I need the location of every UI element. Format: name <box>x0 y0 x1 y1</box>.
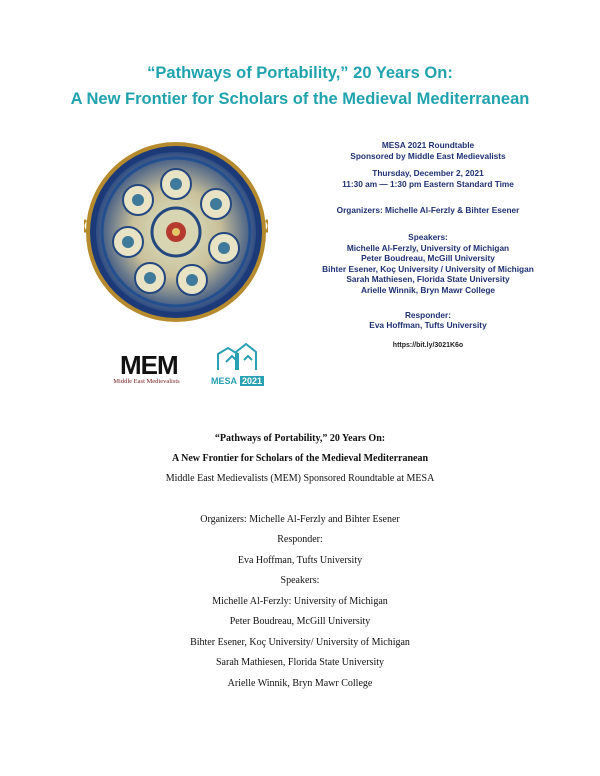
speaker-item: Peter Boudreau, McGill University <box>361 253 495 264</box>
body-speaker-item: Arielle Winnik, Bryn Mawr College <box>227 678 373 689</box>
body-subtitle: Middle East Medievalists (MEM) Sponsored Roundtable at MESA <box>165 473 435 484</box>
responder-heading: Responder: <box>404 309 452 320</box>
event-sponsor: Sponsored by Middle East Medievalists <box>350 150 506 161</box>
event-organizers: Organizers: Michelle Al-Ferzly & Bihter Esener <box>336 205 520 216</box>
mesa-logo-wordmark <box>211 376 264 386</box>
poster-title-line2: A New Frontier for Scholars of the Medieval Mediterranean <box>70 90 530 108</box>
event-info <box>268 140 588 351</box>
body-speaker-item: Sarah Mathiesen, Florida State University <box>215 657 385 668</box>
mem-logo-caption: Middle East Medievalists <box>113 378 180 385</box>
body-responder: Eva Hoffman, Tufts University <box>237 555 363 566</box>
event-time: 11:30 am — 1:30 pm Eastern Standard Time <box>342 178 514 189</box>
body-speaker-item: Bihter Esener, Koç University/ University of Michigan <box>190 637 410 648</box>
event-link[interactable]: https://bit.ly/3021K6o <box>392 341 464 349</box>
body-speaker-item: Michelle Al-Ferzly: University of Michigan <box>212 596 388 607</box>
mesa-logo-year: 2021 <box>242 376 263 386</box>
event-date: Thursday, December 2, 2021 <box>372 168 484 179</box>
poster-title-line1: “Pathways of Portability,” 20 Years On: <box>147 64 453 82</box>
speaker-item: Bihter Esener, Koç University / University of Michigan <box>322 263 534 274</box>
body-responder-heading: Responder: <box>277 534 323 545</box>
mem-logo <box>120 350 178 381</box>
speakers-heading: Speakers: <box>408 231 448 242</box>
speaker-item: Michelle Al-Ferzly, University of Michigan <box>346 242 510 253</box>
body-speaker-item: Peter Boudreau, McGill University <box>229 616 371 627</box>
body-organizers: Organizers: Michelle Al-Ferzly and Bihter Esener <box>200 514 400 525</box>
body-title-line2: A New Frontier for Scholars of the Medieval Mediterranean <box>171 453 429 464</box>
speaker-item: Arielle Winnik, Bryn Mawr College <box>360 284 496 295</box>
body-title-line1: “Pathways of Portability,” 20 Years On: <box>214 433 386 444</box>
body-speakers-heading: Speakers: <box>280 575 320 586</box>
speaker-item: Sarah Mathiesen, Florida State University <box>346 274 510 285</box>
event-name: MESA 2021 Roundtable <box>381 140 475 150</box>
responder-name: Eva Hoffman, Tufts University <box>369 320 487 331</box>
mesa-logo-text: MESA <box>211 376 238 386</box>
mem-logo-text: MEM <box>120 350 178 380</box>
enamel-plate-image <box>84 140 268 324</box>
